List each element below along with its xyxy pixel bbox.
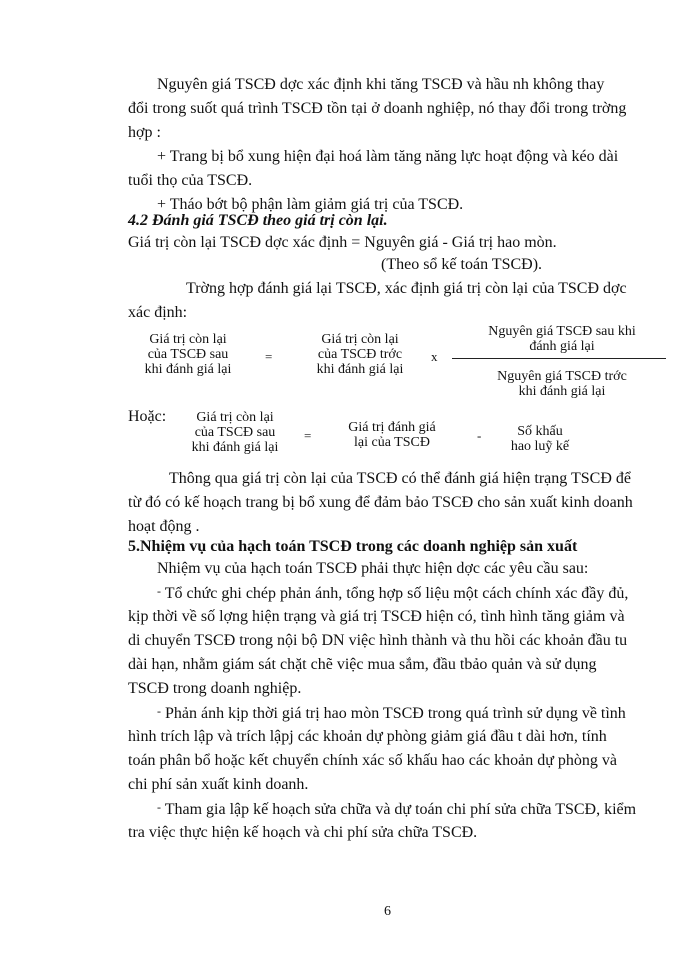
formula1-mid-line: Giá trị còn lại: [321, 332, 399, 347]
section-heading-4-2: 4.2 Đánh giá TSCĐ theo giá trị còn lại.: [128, 212, 388, 229]
formula-note: (Theo sổ kế toán TSCĐ).: [381, 256, 543, 273]
formula1-numerator: [458, 324, 666, 354]
plus-bullet-1-line1: + Trang bị bổ xung hiện đại hoá làm tăng năng lực hoạt động và kéo dài: [157, 148, 619, 165]
formula1-mid-line: khi đánh giá lại: [316, 362, 404, 377]
formula2-right-line: Số khấu: [517, 424, 563, 439]
task2-line1-text: Phản ánh kịp thời giá trị hao mòn TSCĐ trong quá trình sử dụng về tình: [165, 705, 626, 722]
task2-line4: chi phí sản xuất kinh doanh.: [128, 776, 309, 793]
formula1-numerator-line: đánh giá lại: [529, 339, 595, 354]
page-number: 6: [384, 904, 391, 919]
task3-line2: tra việc thực hiện kế hoạch và chi phí sửa chữa TSCĐ.: [128, 824, 478, 841]
plus-bullet-2: + Tháo bớt bộ phận làm giảm giá trị của TSCĐ.: [157, 196, 464, 213]
formula2-left-line: khi đánh giá lại: [191, 440, 279, 455]
formula1-mid-line: của TSCĐ trớc: [317, 347, 403, 362]
residual-value-formula: Giá trị còn lại TSCĐ dợc xác định = Nguyên giá - Giá trị hao mòn.: [128, 234, 557, 251]
task1-line1-text: Tổ chức ghi chép phản ánh, tổng hợp số liệu một cách chính xác đầy đủ,: [164, 585, 629, 602]
formula2-mid-line: Giá trị đánh giá: [348, 420, 436, 435]
task2-line3: toán phân bổ hoặc kết chuyển chính xác số khấu hao các khoản dự phòng và: [128, 752, 617, 769]
summary-para-line3: hoạt động .: [128, 518, 200, 535]
task1-dash: -: [157, 584, 161, 598]
formula1-mid-term: [298, 332, 422, 377]
formula1-left-line: Giá trị còn lại: [149, 332, 227, 347]
formula1-numerator-line: Nguyên giá TSCĐ sau khi: [488, 324, 636, 339]
formula1-denominator-line: khi đánh giá lại: [518, 384, 606, 399]
formula1-denominator-line: Nguyên giá TSCĐ trớc: [497, 369, 627, 384]
task2-line2: hình trích lập và trích lậpj các khoản dự phòng giảm giá đầu t dài hơn, tính: [128, 728, 607, 745]
task2-line1: [157, 704, 626, 723]
formula2-minus-sign: -: [477, 428, 482, 443]
task1-line5: TSCĐ trong doanh nghiệp.: [128, 680, 302, 697]
formula2-left-line: của TSCĐ sau: [194, 425, 276, 440]
summary-para-line2: từ đó có kế hoạch trang bị bổ xung để đảm bảo TSCĐ cho sản xuất kinh doanh: [128, 494, 633, 511]
para1-line1: Nguyên giá TSCĐ dợc xác định khi tăng TSCĐ và hầu nh không thay: [157, 76, 605, 93]
formula1-left-line: của TSCĐ sau: [147, 347, 229, 362]
task2-dash: -: [157, 704, 161, 718]
formula1-times-sign: x: [431, 349, 438, 364]
task1-line2: kịp thời về số lợng hiện trạng và giá trị TSCĐ hiện có, tình hình tăng giảm và: [128, 608, 625, 625]
section-heading-5: 5.Nhiệm vụ của hạch toán TSCĐ trong các doanh nghiệp sản xuất: [128, 538, 578, 555]
revalue-para-line2: xác định:: [128, 304, 188, 321]
formula2-right-term: [500, 424, 580, 454]
task-intro: Nhiệm vụ của hạch toán TSCĐ phải thực hiện dợc các yêu cầu sau:: [157, 560, 589, 577]
para1-line3: hợp :: [128, 124, 161, 141]
formula1-equals-sign: =: [265, 349, 273, 364]
formula1-left-term: [128, 332, 248, 377]
revalue-para-line1: Trờng hợp đánh giá lại TSCĐ, xác định giá trị còn lại của TSCĐ dợc: [186, 280, 627, 297]
formula2-mid-line: lại của TSCĐ: [354, 435, 430, 450]
task1-line3: di chuyển TSCĐ trong nội bộ DN việc hình thành và thu hồi các khoản đầu tu: [128, 632, 628, 649]
formula2-right-line: hao luỹ kế: [510, 439, 570, 454]
task3-line1-text: Tham gia lập kế hoạch sửa chữa và dự toán chi phí sửa chữa TSCĐ, kiểm: [164, 801, 637, 818]
task3-dash: -: [157, 800, 161, 814]
formula2-label: Hoặc:: [128, 408, 167, 425]
formula1-left-line: khi đánh giá lại: [144, 362, 232, 377]
formula1-fraction-bar: [452, 358, 666, 359]
formula2-left-line: Giá trị còn lại: [196, 410, 274, 425]
formula2-mid-term: [333, 420, 451, 450]
summary-para-line1: Thông qua giá trị còn lại của TSCĐ có thể đánh giá hiện trạng TSCĐ để: [169, 470, 631, 487]
para1-line2: đổi trong suốt quá trình TSCĐ tồn tại ở doanh nghiệp, nó thay đổi trong trờng: [128, 100, 627, 117]
formula2-equals-sign: =: [304, 428, 312, 443]
formula1-denominator: [458, 369, 666, 399]
task1-line4: dài hạn, nhằm giám sát chặt chẽ việc mua sắm, đầu tbảo quản và sử dụng: [128, 656, 597, 673]
task1-line1: [157, 584, 628, 603]
task3-line1: [157, 800, 636, 819]
plus-bullet-1-line2: tuổi thọ của TSCĐ.: [128, 172, 253, 189]
formula2-left-term: [180, 410, 290, 455]
